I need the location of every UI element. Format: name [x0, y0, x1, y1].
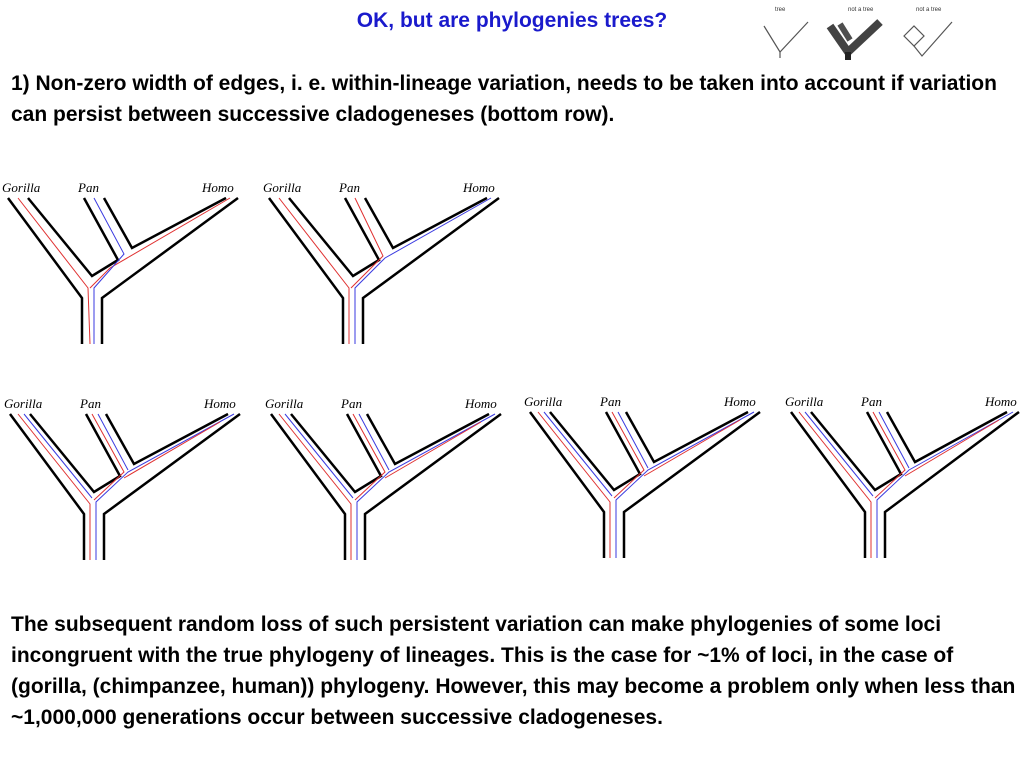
tree-diagram — [522, 390, 774, 562]
taxon-gorilla: Gorilla — [4, 396, 43, 411]
taxon-homo: Homo — [204, 396, 236, 411]
tree-diagram — [0, 176, 252, 348]
taxon-pan: Pan — [80, 396, 101, 411]
phylogeny-tree-bottom-3 — [522, 390, 774, 567]
taxon-pan: Pan — [861, 394, 882, 409]
taxon-pan: Pan — [341, 396, 362, 411]
taxon-homo: Homo — [724, 394, 756, 409]
taxon-gorilla: Gorilla — [2, 180, 41, 195]
taxon-homo: Homo — [202, 180, 234, 195]
tree-diagram — [783, 390, 1023, 562]
phylogeny-tree-bottom-4 — [783, 390, 1023, 567]
tree-diagram — [263, 392, 515, 564]
taxon-pan: Pan — [339, 180, 360, 195]
conclusion-paragraph: The subsequent random loss of such persistent variation can make phylogenies of some loci incongruent with the true phylogeny of lineages. This is the case for ~1% of loci, in the case of (gorilla, (chimpanzee, human)) phylogeny. However, this may become a problem only when less than ~1,000,000 generations occur between successive cladogeneses. — [11, 613, 1016, 729]
thick-tree-icon — [824, 6, 890, 62]
phylogeny-tree-bottom-1 — [2, 392, 254, 569]
thumbnail-label: not a tree — [916, 7, 942, 13]
tree-diagram — [2, 392, 254, 564]
intro-paragraph: 1) Non-zero width of edges, i. e. within-lineage variation, needs to be taken into account if variation can persist between successive cladogeneses (bottom row). — [11, 72, 997, 126]
taxon-homo: Homo — [985, 394, 1017, 409]
phylogeny-tree-top-2 — [261, 176, 513, 353]
phylogeny-tree-top-1 — [0, 176, 252, 353]
taxon-homo: Homo — [463, 180, 495, 195]
thumbnail-network — [896, 6, 960, 62]
thumbnail-label: tree — [775, 7, 786, 13]
taxon-pan: Pan — [600, 394, 621, 409]
tree-diagram — [261, 176, 513, 348]
taxon-gorilla: Gorilla — [785, 394, 824, 409]
thumbnail-thick-tree — [824, 6, 890, 62]
thumbnail-tree — [760, 6, 820, 62]
simple-tree-icon — [760, 6, 820, 62]
taxon-gorilla: Gorilla — [263, 180, 302, 195]
taxon-pan: Pan — [78, 180, 99, 195]
network-icon — [896, 6, 960, 62]
taxon-gorilla: Gorilla — [265, 396, 304, 411]
taxon-homo: Homo — [465, 396, 497, 411]
taxon-gorilla: Gorilla — [524, 394, 563, 409]
slide-title: OK, but are phylogenies trees? — [356, 9, 668, 32]
phylogeny-tree-bottom-2 — [263, 392, 515, 569]
thumbnail-label: not a tree — [848, 7, 874, 13]
